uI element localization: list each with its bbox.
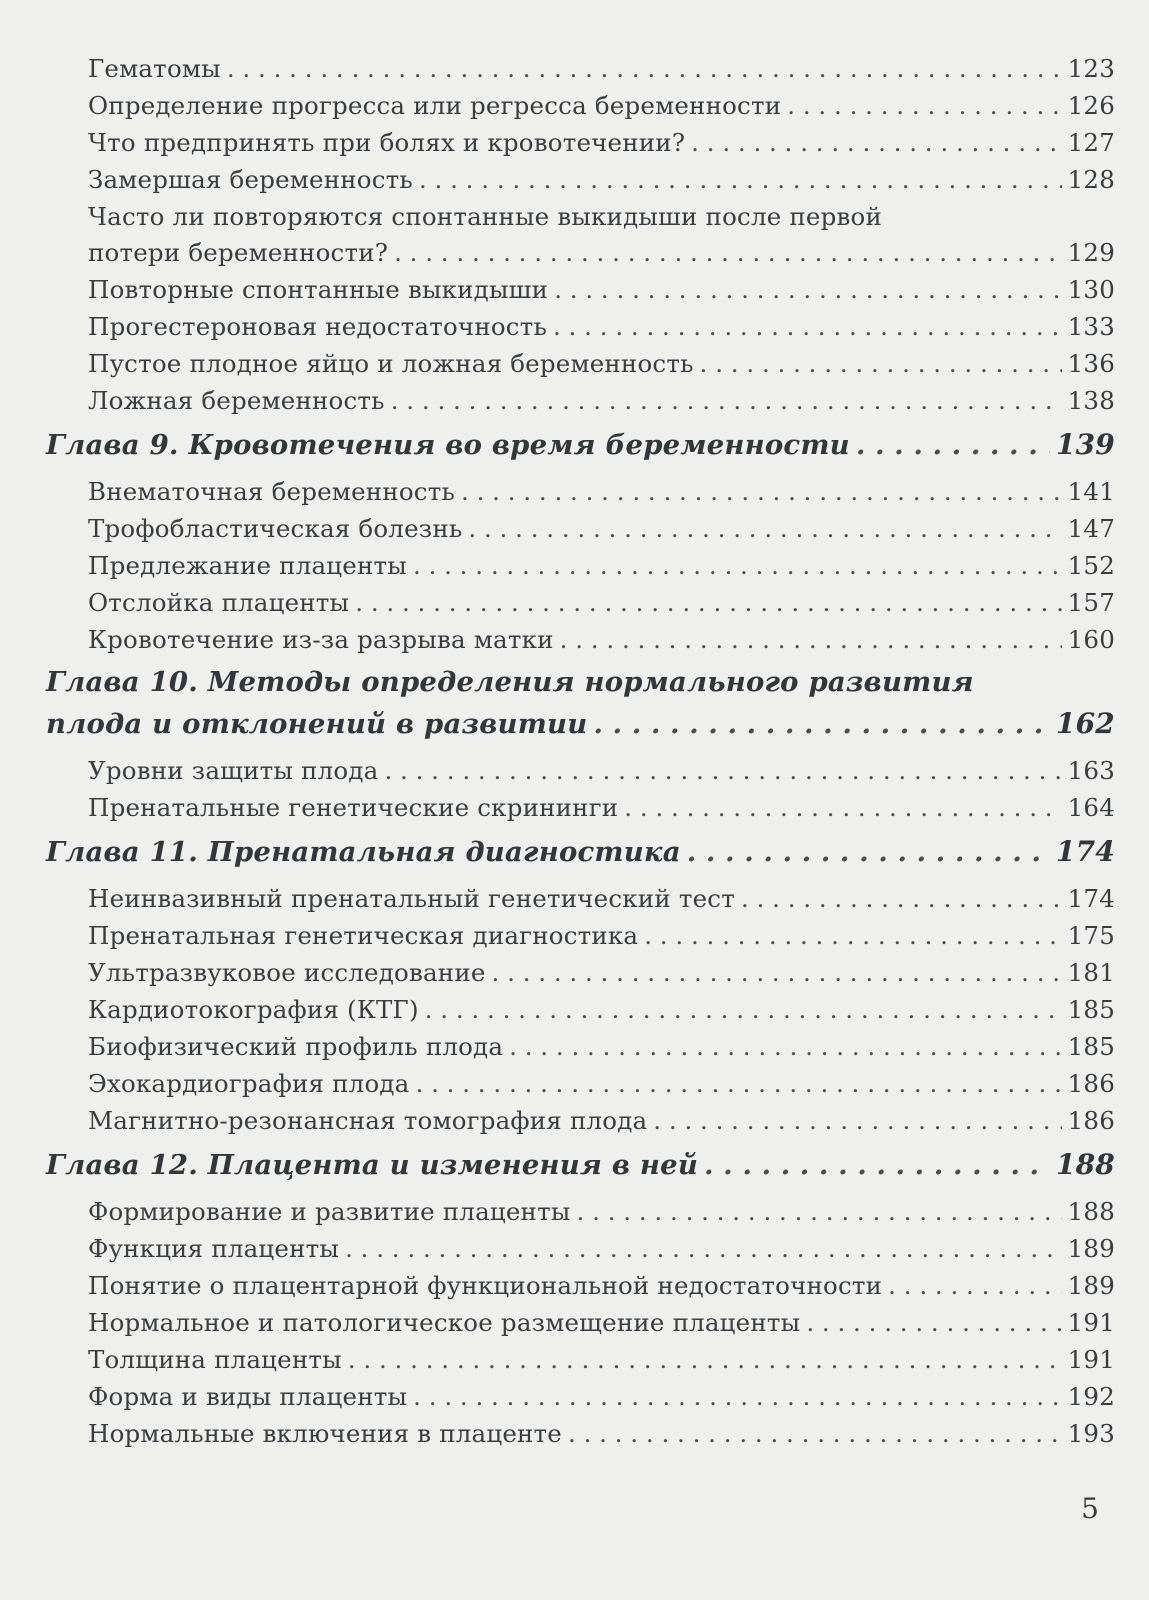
- page-ref: 192: [1067, 1382, 1115, 1411]
- entry-title: Кровотечение из-за разрыва матки: [88, 625, 554, 654]
- page-ref: 128: [1067, 165, 1115, 194]
- dot-leader: [492, 954, 1062, 991]
- toc-entry: [88, 547, 1115, 584]
- entry-title: Повторные спонтанные выкидыши: [88, 275, 549, 304]
- entry-title: Внематочная беременность: [88, 477, 455, 506]
- toc-entry: [88, 473, 1115, 510]
- toc-entry: [88, 1304, 1115, 1341]
- chapter-title: Глава 9. Кровотечения во время беременности: [46, 429, 850, 461]
- entry-title: Уровни защиты плода: [88, 756, 379, 785]
- dot-leader: [560, 621, 1062, 658]
- dot-leader: [345, 1230, 1062, 1267]
- dot-leader: [391, 382, 1062, 419]
- entry-title: Гематомы: [88, 54, 221, 83]
- entry-title: Часто ли повторяются спонтанные выкидыши после первой: [88, 202, 882, 231]
- page-ref: 141: [1067, 477, 1115, 506]
- dot-leader: [787, 87, 1061, 124]
- dot-leader: [425, 991, 1062, 1028]
- page-ref: 157: [1067, 588, 1115, 617]
- dot-leader: [553, 308, 1062, 345]
- chapter-title: Глава 10. Методы определения нормального развития: [46, 666, 974, 698]
- dot-leader: [653, 1102, 1061, 1139]
- page-ref: 186: [1067, 1106, 1115, 1135]
- toc-entry: [88, 308, 1115, 345]
- entry-title: Формирование и развитие плаценты: [88, 1197, 571, 1226]
- chapter-heading: [46, 702, 1115, 746]
- toc-entry: [88, 510, 1115, 547]
- toc-entry: [88, 124, 1115, 161]
- toc-entry: [88, 87, 1115, 124]
- dot-leader: [413, 1378, 1061, 1415]
- toc-entry: [88, 50, 1115, 87]
- dot-leader: [461, 473, 1062, 510]
- chapter-heading: [46, 830, 1115, 874]
- page-ref: 191: [1067, 1308, 1115, 1337]
- chapter-title: Глава 12. Плацента и изменения в ней: [46, 1149, 699, 1181]
- dot-leader: [509, 1028, 1061, 1065]
- page-ref: 152: [1067, 551, 1115, 580]
- page-ref: 162: [1055, 707, 1115, 740]
- chapter-title: Глава 11. Пренатальная диагностика: [46, 836, 681, 868]
- entry-title: Ложная беременность: [88, 386, 385, 415]
- page-number: 5: [1081, 1492, 1099, 1525]
- page-ref: 139: [1055, 428, 1115, 461]
- page-ref: 127: [1067, 128, 1115, 157]
- entry-title: Отслойка плаценты: [88, 588, 350, 617]
- dot-leader: [644, 917, 1061, 954]
- entry-title: Толщина плаценты: [88, 1345, 342, 1374]
- page-ref: 188: [1067, 1197, 1115, 1226]
- dot-leader: [741, 880, 1062, 917]
- page-ref: 123: [1067, 54, 1115, 83]
- entry-title: Нормальное и патологическое размещение плаценты: [88, 1308, 801, 1337]
- dot-leader: [691, 124, 1061, 161]
- page-ref: 164: [1067, 793, 1115, 822]
- toc-entry: [88, 1102, 1115, 1139]
- entry-title: Магнитно-резонансная томография плода: [88, 1106, 648, 1135]
- entry-title: Что предпринять при болях и кровотечении?: [88, 128, 686, 157]
- entry-title: Неинвазивный пренатальный генетический тест: [88, 884, 735, 913]
- page-ref: 133: [1067, 312, 1115, 341]
- dot-leader: [806, 1304, 1061, 1341]
- dot-leader: [624, 789, 1061, 826]
- dot-leader: [568, 1415, 1062, 1452]
- entry-title: Предлежание плаценты: [88, 551, 407, 580]
- page-ref: 130: [1067, 275, 1115, 304]
- chapter-heading-line: [46, 662, 1115, 702]
- dot-leader: [888, 1267, 1061, 1304]
- toc-entry: [88, 1415, 1115, 1452]
- page-ref: 136: [1067, 349, 1115, 378]
- page-ref: 191: [1067, 1345, 1115, 1374]
- toc-entry: [88, 1341, 1115, 1378]
- dot-leader: [416, 1065, 1062, 1102]
- page-ref: 138: [1067, 386, 1115, 415]
- entry-title: Прогестероновая недостаточность: [88, 312, 548, 341]
- entry-title: Нормальные включения в плаценте: [88, 1419, 562, 1448]
- page-ref: 147: [1067, 514, 1115, 543]
- toc-entry-line: [88, 198, 1115, 234]
- entry-title: Пренатальная генетическая диагностика: [88, 921, 639, 950]
- toc-entry: [88, 1378, 1115, 1415]
- toc-entry: [88, 789, 1115, 826]
- dot-leader: [227, 50, 1062, 87]
- page-ref: 174: [1067, 884, 1115, 913]
- page-ref: 175: [1067, 921, 1115, 950]
- entry-title: Биофизический профиль плода: [88, 1032, 504, 1061]
- dot-leader: [419, 161, 1062, 198]
- entry-title: потери беременности?: [88, 238, 389, 267]
- toc-entry: [88, 382, 1115, 419]
- toc-entry: [88, 161, 1115, 198]
- page-ref: 163: [1067, 756, 1115, 785]
- page-ref: 160: [1067, 625, 1115, 654]
- dot-leader: [348, 1341, 1062, 1378]
- page-ref: 193: [1067, 1419, 1115, 1448]
- dot-leader: [687, 830, 1050, 874]
- page-ref: 189: [1067, 1234, 1115, 1263]
- dot-leader: [468, 510, 1061, 547]
- toc-entry: [88, 917, 1115, 954]
- dot-leader: [856, 423, 1050, 467]
- entry-title: Пренатальные генетические скрининги: [88, 793, 619, 822]
- entry-title: Замершая беременность: [88, 165, 413, 194]
- toc-entry: [88, 1065, 1115, 1102]
- entry-title: Ультразвуковое исследование: [88, 958, 486, 987]
- toc-entry: [88, 234, 1115, 271]
- page-ref: 185: [1067, 1032, 1115, 1061]
- toc-entry: [88, 621, 1115, 658]
- toc-entry: [88, 584, 1115, 621]
- toc-entry: [88, 954, 1115, 991]
- page-ref: 189: [1067, 1271, 1115, 1300]
- page-ref: 126: [1067, 91, 1115, 120]
- dot-leader: [593, 702, 1050, 746]
- toc-entry: [88, 345, 1115, 382]
- page-ref: 174: [1055, 835, 1115, 868]
- entry-title: Функция плаценты: [88, 1234, 340, 1263]
- dot-leader: [384, 752, 1061, 789]
- entry-title: Пустое плодное яйцо и ложная беременность: [88, 349, 694, 378]
- dot-leader: [413, 547, 1062, 584]
- toc-entry: [88, 752, 1115, 789]
- dot-leader: [704, 1143, 1050, 1187]
- table-of-contents: [0, 50, 1149, 1452]
- toc-entry: [88, 1267, 1115, 1304]
- page-ref: 185: [1067, 995, 1115, 1024]
- toc-entry: [88, 991, 1115, 1028]
- chapter-heading: [46, 423, 1115, 467]
- page-ref: 186: [1067, 1069, 1115, 1098]
- entry-title: Определение прогресса или регресса беременности: [88, 91, 782, 120]
- chapter-heading: [46, 1143, 1115, 1187]
- entry-title: Трофобластическая болезнь: [88, 514, 463, 543]
- dot-leader: [355, 584, 1061, 621]
- page-ref: 129: [1067, 238, 1115, 267]
- entry-title: Форма и виды плаценты: [88, 1382, 408, 1411]
- toc-entry: [88, 271, 1115, 308]
- dot-leader: [394, 234, 1062, 271]
- dot-leader: [700, 345, 1062, 382]
- page-ref: 188: [1055, 1148, 1115, 1181]
- dot-leader: [554, 271, 1061, 308]
- chapter-title: плода и отклонений в развитии: [46, 708, 588, 740]
- toc-entry: [88, 880, 1115, 917]
- toc-entry: [88, 1028, 1115, 1065]
- dot-leader: [577, 1193, 1062, 1230]
- toc-entry: [88, 1230, 1115, 1267]
- entry-title: Кардиотокография (КТГ): [88, 995, 419, 1024]
- entry-title: Понятие о плацентарной функциональной недостаточности: [88, 1271, 883, 1300]
- entry-title: Эхокардиография плода: [88, 1069, 410, 1098]
- toc-entry: [88, 1193, 1115, 1230]
- page-ref: 181: [1067, 958, 1115, 987]
